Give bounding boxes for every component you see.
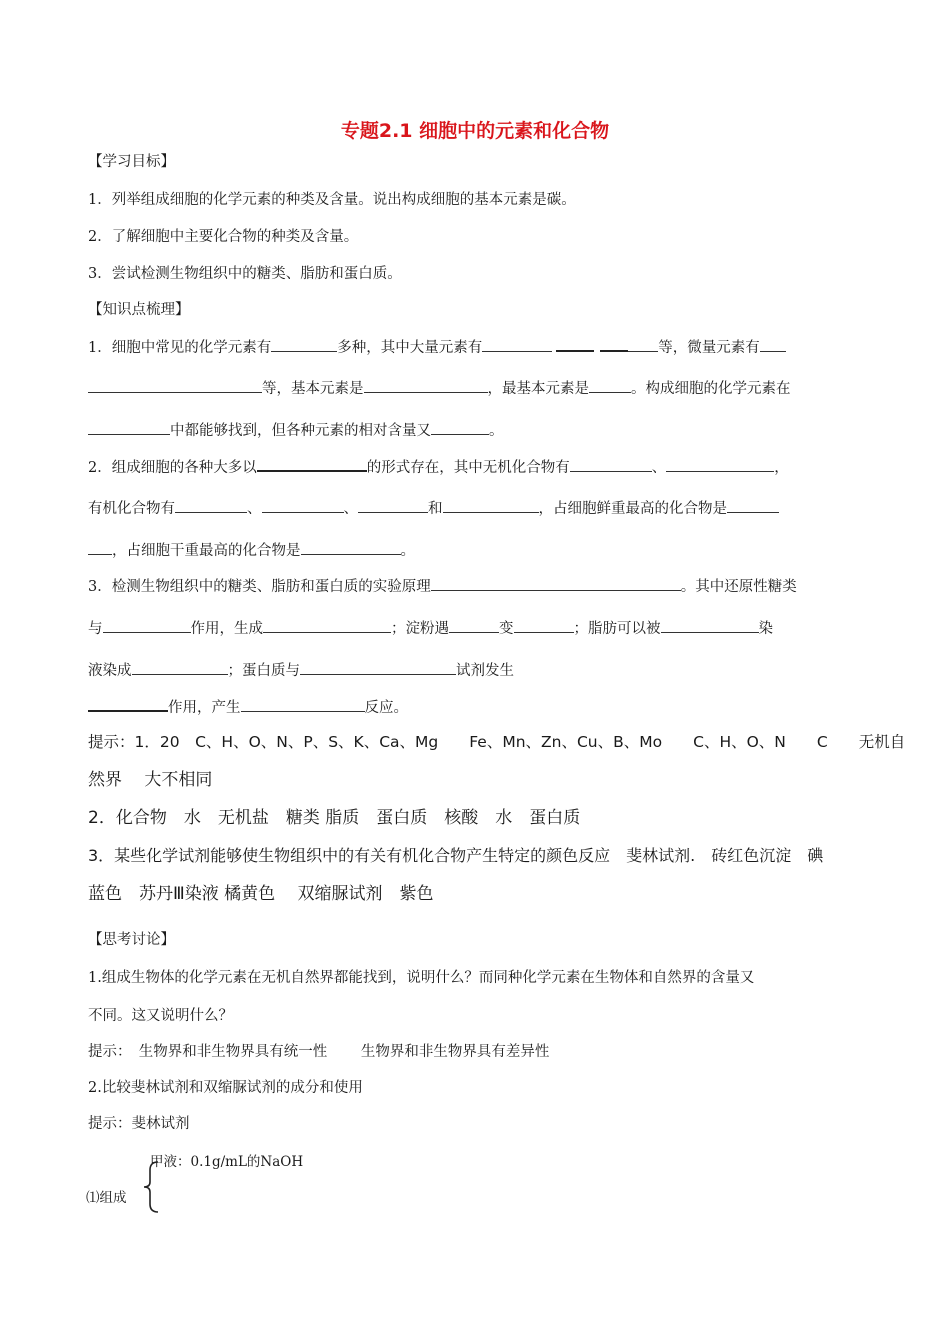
fill-blank[interactable] xyxy=(88,696,168,712)
text: ；淀粉遇 xyxy=(391,621,449,637)
fill-blank[interactable] xyxy=(431,576,681,591)
knowledge-3-line-3 xyxy=(88,660,514,681)
text: 。构成细胞的化学元素在 xyxy=(631,381,791,397)
hint-3-line-1: 3．某些化学试剂能够使生物组织中的有关有机化合物产生特定的颜色反应 斐林试剂. 砖红色沉淀 碘 xyxy=(88,846,824,865)
text: 等，基本元素是 xyxy=(262,381,364,397)
text: 反应。 xyxy=(364,700,408,716)
knowledge-2-line-3 xyxy=(88,540,415,561)
text: 作用，产生 xyxy=(168,700,241,716)
objective-1: 1．列举组成细胞的化学元素的种类及含量。说出构成细胞的基本元素是碳。 xyxy=(88,192,576,208)
text: 、 xyxy=(343,501,358,517)
fill-blank[interactable] xyxy=(727,498,779,513)
text: 。 xyxy=(400,543,415,559)
text: 1．细胞中常见的化学元素有 xyxy=(88,340,272,356)
hint-3-line-2: 蓝色 苏丹Ⅲ染液 橘黄色 双缩脲试剂 紫色 xyxy=(88,884,434,904)
fill-blank[interactable] xyxy=(263,618,391,633)
fill-blank[interactable] xyxy=(443,498,539,513)
knowledge-3-line-2 xyxy=(88,618,773,639)
text: ；脂肪可以被 xyxy=(573,621,661,637)
knowledge-1-line-1 xyxy=(88,336,786,358)
fill-blank[interactable] xyxy=(570,457,652,472)
fill-blank[interactable] xyxy=(589,378,631,393)
text: ，最基本元素是 xyxy=(487,381,589,397)
text: 作用，生成 xyxy=(190,621,263,637)
text: 、 xyxy=(651,460,667,476)
discussion-a2: 提示：斐林试剂 xyxy=(88,1116,190,1132)
section-heading-discussion: 【思考讨论】 xyxy=(88,932,175,948)
fill-blank[interactable] xyxy=(661,618,759,633)
objective-3: 3．尝试检测生物组织中的糖类、脂肪和蛋白质。 xyxy=(88,266,402,282)
text: 、 xyxy=(247,501,262,517)
knowledge-1-line-2 xyxy=(88,378,791,399)
fill-blank[interactable] xyxy=(482,337,552,352)
text: 与 xyxy=(88,621,103,637)
composition-label: ⑴组成 xyxy=(86,1190,127,1206)
section-heading-objectives: 【学习目标】 xyxy=(88,154,175,170)
text: ， xyxy=(774,460,789,476)
page-title: 专题2.1 细胞中的元素和化合物 xyxy=(340,120,610,142)
text: 有机化合物有 xyxy=(88,501,175,517)
fill-blank[interactable] xyxy=(88,378,262,393)
fill-blank[interactable] xyxy=(103,618,191,633)
fill-blank[interactable] xyxy=(628,337,658,352)
fill-blank[interactable] xyxy=(301,540,401,555)
text: 和 xyxy=(428,501,443,517)
hint-1-line-2: 然界 大不相同 xyxy=(88,770,213,790)
knowledge-3-line-1 xyxy=(88,576,797,597)
hint-2: 2．化合物 水 无机盐 糖类 脂质 蛋白质 核酸 水 蛋白质 xyxy=(88,808,581,828)
discussion-q2: 2.比较斐林试剂和双缩脲试剂的成分和使用 xyxy=(88,1080,363,1096)
text: 的形式存在，其中无机化合物有 xyxy=(366,460,570,476)
knowledge-3-line-4 xyxy=(88,696,408,718)
fill-blank[interactable] xyxy=(175,498,247,513)
fill-blank[interactable] xyxy=(358,498,428,513)
solution-a-label: 甲液：0.1g/mL的NaOH xyxy=(150,1154,304,1170)
fill-blank[interactable] xyxy=(514,618,574,633)
text: 。 xyxy=(489,423,504,439)
text: 试剂发生 xyxy=(456,663,514,679)
text: 。其中还原性糖类 xyxy=(680,579,797,595)
fill-blank[interactable] xyxy=(271,337,337,352)
text: 2．组成细胞的各种大多以 xyxy=(88,460,257,476)
fill-blank[interactable] xyxy=(300,660,456,675)
fill-blank[interactable] xyxy=(760,337,786,352)
text: ；蛋白质与 xyxy=(227,663,300,679)
fill-blank[interactable] xyxy=(666,457,774,472)
fill-blank[interactable] xyxy=(449,618,499,633)
fill-blank[interactable] xyxy=(556,336,594,352)
curly-brace-icon xyxy=(142,1160,160,1214)
text: 多种，其中大量元素有 xyxy=(337,340,483,356)
text: 等，微量元素有 xyxy=(658,340,760,356)
fill-blank[interactable] xyxy=(257,456,367,472)
fill-blank[interactable] xyxy=(132,660,228,675)
fill-blank[interactable] xyxy=(88,420,170,435)
text: ，占细胞干重最高的化合物是 xyxy=(112,543,301,559)
discussion-a1: 提示： 生物界和非生物界具有统一性 生物界和非生物界具有差异性 xyxy=(88,1044,550,1060)
text: 变 xyxy=(499,621,514,637)
knowledge-2-line-1 xyxy=(88,456,789,478)
knowledge-2-line-2 xyxy=(88,498,779,519)
fill-blank[interactable] xyxy=(431,420,489,435)
hint-1-line-1: 提示：1．20 C、H、O、N、P、S、K、Ca、Mg Fe、Mn、Zn、Cu、B、Mo C、H、O、N C 无机自 xyxy=(88,733,906,751)
text: 液染成 xyxy=(88,663,132,679)
fill-blank[interactable] xyxy=(241,697,365,712)
text: 3．检测生物组织中的糖类、脂肪和蛋白质的实验原理 xyxy=(88,579,431,595)
text: 中都能够找到，但各种元素的相对含量又 xyxy=(170,423,431,439)
fill-blank[interactable] xyxy=(364,378,488,393)
fill-blank[interactable] xyxy=(600,336,628,352)
text: ，占细胞鲜重最高的化合物是 xyxy=(538,501,727,517)
text: 染 xyxy=(758,621,773,637)
discussion-q1-line-1: 1.组成生物体的化学元素在无机自然界都能找到，说明什么？而同种化学元素在生物体和自然界的含量又 xyxy=(88,970,755,986)
discussion-q1-line-2: 不同。这又说明什么？ xyxy=(88,1008,233,1024)
fill-blank[interactable] xyxy=(88,540,112,555)
knowledge-1-line-3 xyxy=(88,420,504,441)
section-heading-knowledge: 【知识点梳理】 xyxy=(88,302,190,318)
fill-blank[interactable] xyxy=(262,498,344,513)
objective-2: 2．了解细胞中主要化合物的种类及含量。 xyxy=(88,229,359,245)
